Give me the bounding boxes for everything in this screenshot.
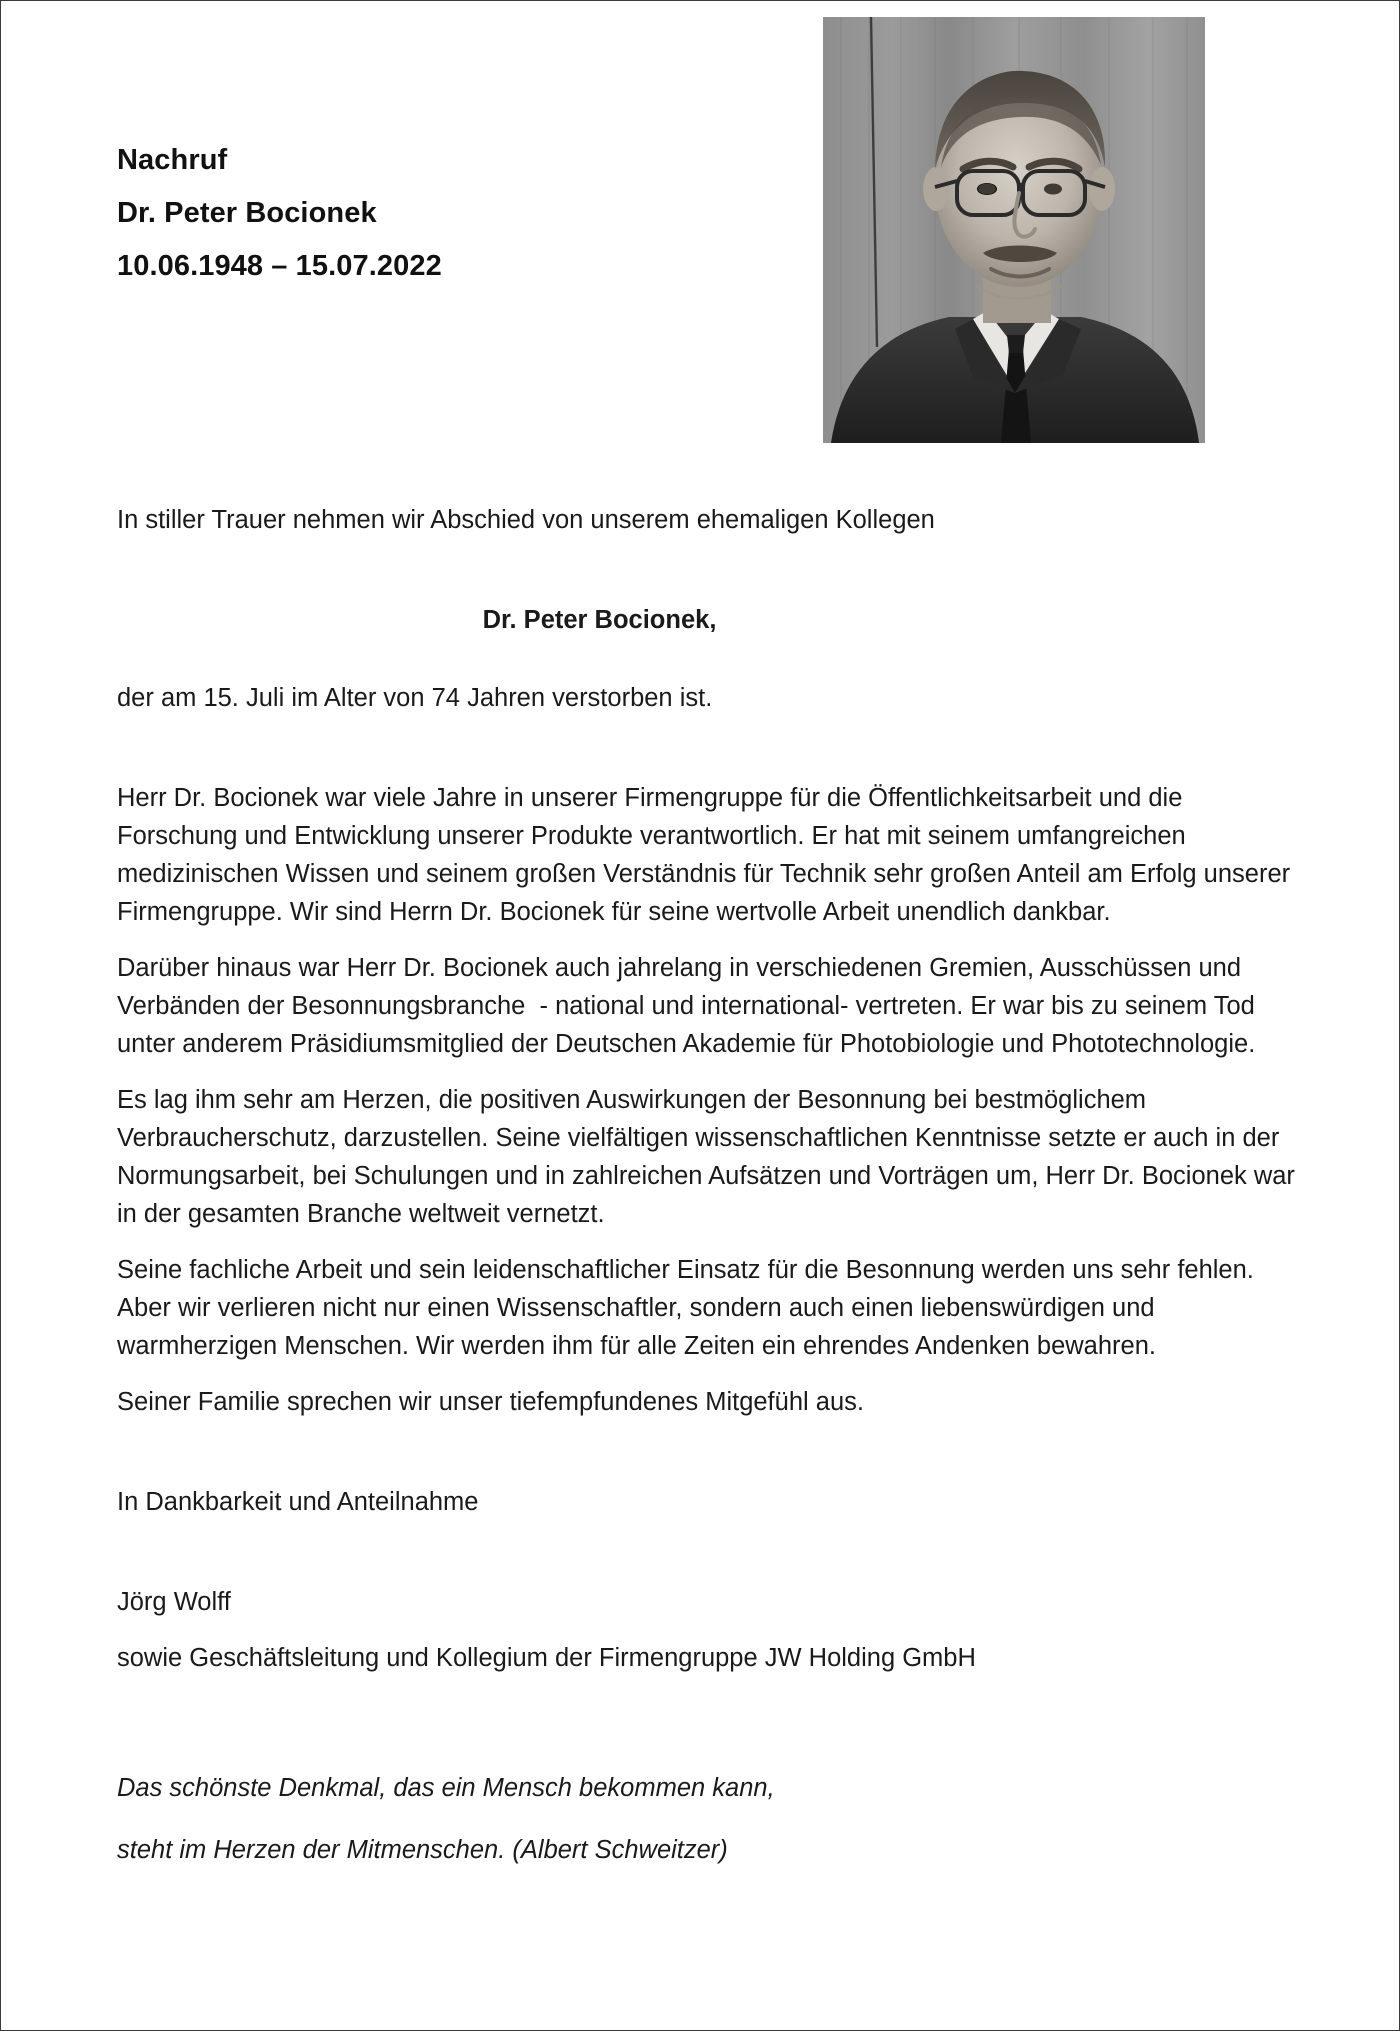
deceased-name: Dr. Peter Bocionek [117,197,377,229]
spacer [117,717,1297,779]
page-title: Nachruf [117,144,228,176]
portrait-photo [823,17,1205,443]
death-line: der am 15. Juli im Alter von 74 Jahren verstorben ist. [117,684,713,712]
spacer [117,639,1297,679]
portrait-image [823,17,1205,443]
header-block [117,134,757,293]
paragraph-2: Darüber hinaus war Herr Dr. Bocionek auch jahrelang in verschiedenen Gremien, Ausschüssen und Verbänden der Besonnungsbranche - national und international- vertreten. Er war bis zu seinem Tod unter anderem Präsidiumsmitglied der Deutschen Akademie für Photobiologie und Phototechnologie. [117,954,1262,1058]
paragraph-4: Seine fachliche Arbeit und sein leidenschaftlicher Einsatz für die Besonnung werden uns sehr fehlen. Aber wir verlieren nicht nur einen Wissenschaftler, sondern auch einen liebenswürdigen und warmherzigen Menschen. Wir werden ihm für alle Zeiten ein ehrendes Andenken bewahren. [117,1256,1260,1360]
closing-salutation: In Dankbarkeit und Anteilnahme [117,1488,479,1516]
spacer [117,1521,1297,1583]
spacer [117,539,1297,601]
deceased-name-centered: Dr. Peter Bocionek, [482,606,717,634]
quote-line-2: steht im Herzen der Mitmenschen. (Albert Schweitzer) [117,1836,728,1864]
spacer [117,1677,1297,1757]
quote-line-1: Das schönste Denkmal, das ein Mensch bekommen kann, [117,1774,775,1802]
obituary-body [117,501,1303,1881]
spacer [117,1063,1297,1081]
spacer [117,1233,1297,1251]
spacer [117,931,1297,949]
signer-name: Jörg Wolff [117,1588,231,1616]
paragraph-5: Seiner Familie sprechen wir unser tiefempfundenes Mitgefühl aus. [117,1388,864,1416]
life-dates: 10.06.1948 – 15.07.2022 [117,250,442,282]
spacer [117,1421,1297,1483]
signer-organization: sowie Geschäftsleitung und Kollegium der Firmengruppe JW Holding GmbH [117,1644,976,1672]
page-inner [1,1,1400,2031]
paragraph-3: Es lag ihm sehr am Herzen, die positiven Auswirkungen der Besonnung bei bestmöglichem Verbraucherschutz, darzustellen. Seine vielfältigen wissenschaftlichen Kenntnisse setzte er auch in der Normungsarbeit, bei Schulungen und in zahlreichen Aufsätzen und Vorträgen um, Herr Dr. Bocionek war in der gesamten Branche weltweit vernetzt. [117,1086,1303,1228]
intro-line: In stiller Trauer nehmen wir Abschied von unserem ehemaligen Kollegen [117,506,935,534]
spacer [117,1365,1297,1383]
paragraph-1: Herr Dr. Bocionek war viele Jahre in unserer Firmengruppe für die Öffentlichkeitsarbeit und die Forschung und Entwicklung unserer Produkte verantwortlich. Er hat mit seinem umfangreichen medizinischen Wissen und seinem großen Verständnis für Technik sehr großen Anteil am Erfolg unserer Firmengruppe. Wir sind Herrn Dr. Bocionek für seine wertvolle Arbeit unendlich dankbar. [117,784,1298,926]
spacer [117,1621,1297,1639]
